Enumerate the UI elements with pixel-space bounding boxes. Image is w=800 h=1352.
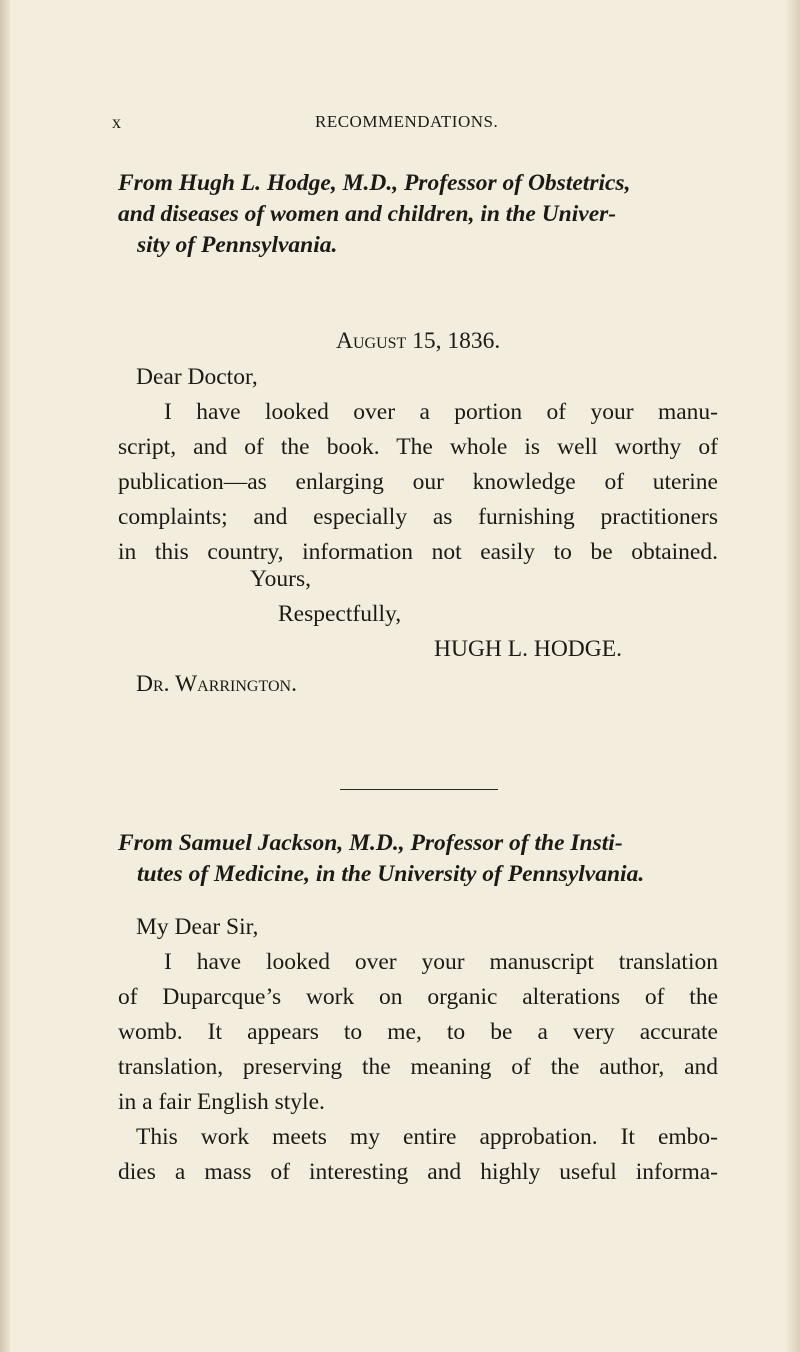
intro-line: From Hugh L. Hodge, M.D., Professor of Obstetrics, [118,170,631,196]
page-number: x [112,112,121,132]
body-line: womb. It appears to me, to be a very accurate [118,1019,718,1045]
body-line: translation, preserving the meaning of the author, and [118,1054,718,1080]
intro-line: From Samuel Jackson, M.D., Professor of the Insti- [118,830,623,856]
page-edge-left [0,0,10,1352]
body-line: I have looked over your manuscript translation [164,949,718,975]
running-head-title: RECOMMENDATIONS. [315,112,499,131]
closing-respectfully: Respectfully, [278,601,402,627]
body-line: I have looked over a portion of your manu- [164,399,718,425]
letter-1-body [118,360,718,570]
body-line: in this country, information not easily to be obtained. [118,539,718,565]
body-line: complaints; and especially as furnishing practitioners [118,504,718,530]
intro-line: and diseases of women and children, in the Univer- [118,201,617,227]
body-line: dies a mass of interesting and highly useful informa- [118,1159,718,1185]
date-text: August 15, 1836. [336,328,501,354]
section-divider [340,789,498,790]
addressee: Dr. Warrington. [136,671,297,697]
letter-2-intro [118,828,718,890]
signature: HUGH L. HODGE. [434,636,622,662]
page-edge-right [786,0,800,1352]
intro-line: sity of Pennsylvania. [137,232,338,258]
body-line: This work meets my entire approbation. It embo- [136,1124,718,1150]
letter-2-body [118,910,718,1190]
intro-line: tutes of Medicine, in the University of Pennsylvania. [137,861,645,887]
body-line: in a fair English style. [118,1089,325,1115]
body-line: script, and of the book. The whole is well worthy of [118,434,718,460]
closing-yours: Yours, [250,566,311,592]
salutation: My Dear Sir, [136,914,259,940]
running-head [112,112,712,136]
body-line: of Duparcque’s work on organic alterations of the [118,984,718,1010]
letter-1-intro [118,168,718,261]
letter-date [336,328,500,355]
salutation: Dear Doctor, [136,364,258,390]
body-line: publication—as enlarging our knowledge of uterine [118,469,718,495]
